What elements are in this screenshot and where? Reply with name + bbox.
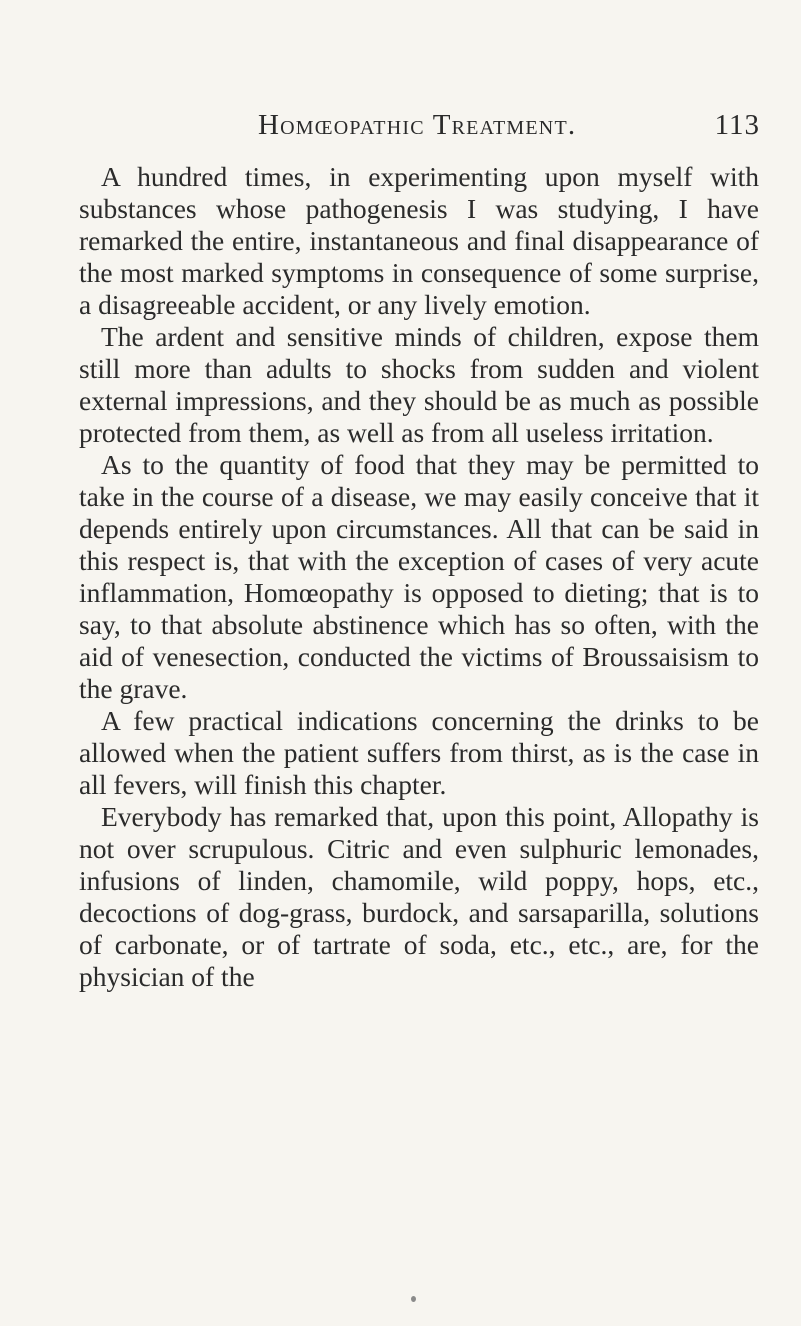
ink-speck [411,1296,416,1302]
page-number: 113 [714,109,760,141]
paragraph: As to the quantity of food that they may be permitted to take in the course of a disease, we may easily conceive that it depends entirely upon circumstances. All that can be said in this respect is, that with the exception of cases of very acute inflammation, Homœopathy is opposed to dieting; that is to say, to that absolute abstinence which has so often, with the aid of venesection, conducted the victims of Broussaisism to the grave. [79,449,759,704]
paragraph: The ardent and sensitive minds of children, expose them still more than adults to shocks from sudden and violent external impressions, and they should be as much as possible protected from them, as well as from all useless irritation. [79,321,759,448]
body-text [79,161,759,993]
paragraph: Everybody has remarked that, upon this point, Allopathy is not over scrupulous. Citric and even sulphuric lemonades, infusions of linden, chamomile, wild poppy, hops, etc., decoctions of dog-grass, burdock, and sarsaparilla, solutions of carbonate, or of tartrate of soda, etc., etc., are, for the physician of the [79,801,759,992]
running-title: Homœopathic Treatment. [258,109,577,141]
paragraph: A hundred times, in experimenting upon myself with substances whose pathogenesis I was studying, I have remarked the entire, instantaneous and final disappearance of the most marked symptoms in consequence of some surprise, a disagreeable accident, or any lively emotion. [79,161,759,320]
page-header [80,100,760,150]
paragraph: A few practical indications concerning the drinks to be allowed when the patient suffers from thirst, as is the case in all fevers, will finish this chapter. [79,705,759,800]
